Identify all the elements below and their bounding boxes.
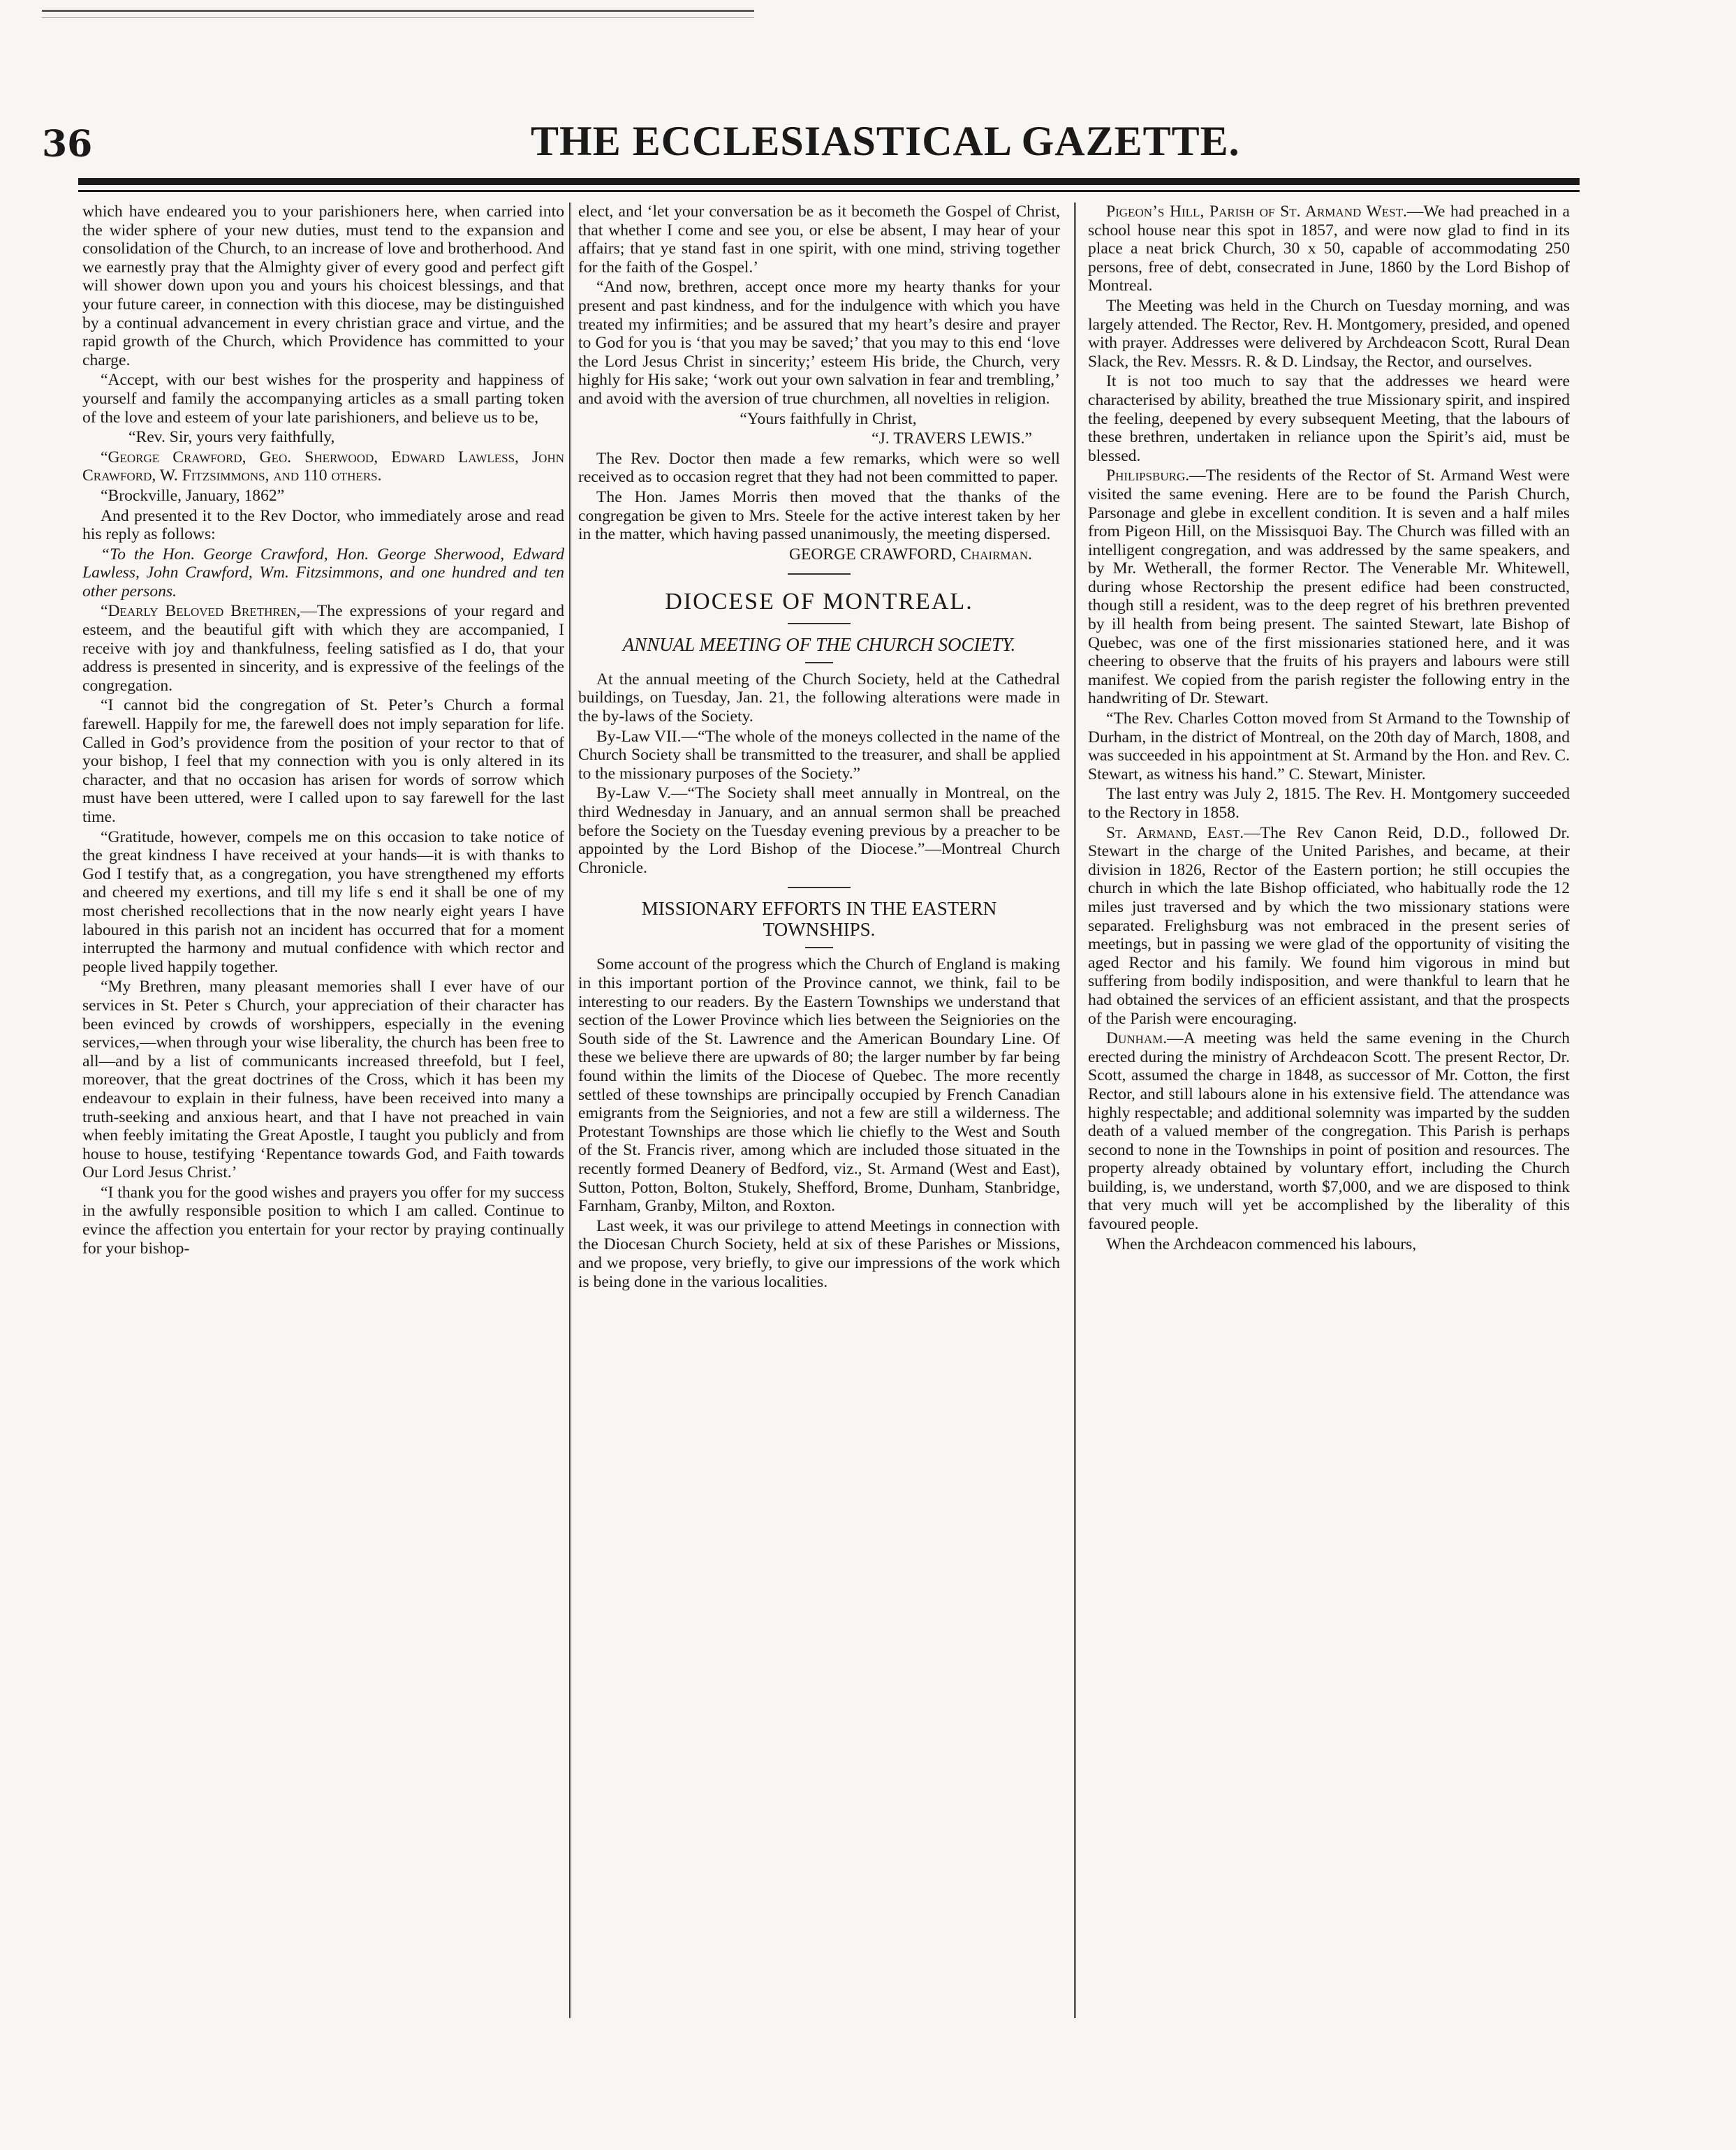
paragraph: which have endeared you to your parishioners here, when carried into the wider sphere of your new duties, must tend to the expansion and consolidation of the Church, to an increase of love and brotherhood. And we earnestly pray that the Almighty giver of every good and perfect gift will shower down upon you and yours his choicest blessings, and that your future career, in connection with this diocese, may be distinguished by a continual advancement in every christian grace and virtue, and the rapid growth of the Church, which Providence has committed to your charge.	[82, 203, 564, 369]
paragraph-text: —We had preached in a school house near this spot in 1857, and were now glad to find in its place a neat brick Church, 30 x 50, capable of accommodating 250 persons, free of debt, consecrated in June, 1860 by the Lord Bishop of Montreal.	[1088, 203, 1570, 295]
section-rule	[788, 887, 851, 888]
paragraph: Some account of the progress which the Church of England is making in this important portion of the Province cannot, we think, fail to be interesting to our readers. By the Eastern Townships we understand that section of the Lower Province which lies between the Seigniories on the South side of the St. Lawrence and the American Boundary Line. Of these we believe there are upwards of 80; the larger number by far being found within the limits of the Diocese of Quebec. The more recently settled of these townships are principally occupied by French Canadian emigrants from the Seigniories, and not a few are still a wilderness. The Protestant Townships are those which lie chiefly to the West and South of the St. Francis river, among which are included those situated in the recently formed Deanery of Bedford, viz., St. Armand (West and East), Sutton, Potton, Bolton, Stukely, Shefford, Brome, Dunham, Stanbridge, Farnham, Granby, Milton, and Roxton.	[578, 955, 1060, 1216]
paragraph: It is not too much to say that the addresses we heard were characterised by ability, breathed the true Missionary spirit, and inspired the feeling, deepened by every subsequent Meeting, that the labours of these brethren, undertaken in reliance upon the Spirit’s aid, must be blessed.	[1088, 372, 1570, 465]
paragraph: “My Brethren, many pleasant memories shall I ever have of our services in St. Peter s Church, your appreciation of their character has been evinced by crowds of worshippers, especially in the evening services,—when through your wise liberality, the church has been free to all—and by a list of communicants increased threefold, but I feel, moreover, that the great doctrines of the Cross, which it has been my endeavour to explain in their fulness, have been received into many a truth-seeking and anxious heart, and that I have not preached in vain when feebly imitating the Great Apostle, I taught you publicly and from house to house, testifying ‘Repentance towards God, and Faith towards Our Lord Jesus Christ.’	[82, 978, 564, 1182]
place-heading-st-armand-east: St. Armand, East.	[1106, 823, 1244, 842]
paragraph-text: —A meeting was held the same evening in the Church erected during the ministry of Archdeacon Scott. The present Rector, Dr. Scott, assumed the charge in 1848, as successor of Mr. Cotton, the first Rector, and still labours alone in his extensive field. The attendance was highly respectable; and additional solemnity was imparted by the sudden death of a valued member of the congregation. This Parish is perhaps second to none in the Townships in point of position and resources. The property already obtained by voluntary effort, including the Church building, is, we understand, worth $7,000, and we are disposed to think that very much will yet be accomplished by the liberality of this favoured people.	[1088, 1029, 1570, 1234]
paragraph: elect, and ‘let your conversation be as it becometh the Gospel of Christ, that whether I come and see you, or else be absent, I may hear of your affairs; that ye stand fast in one spirit, with one mind, striving together for the faith of the Gospel.’	[578, 203, 1060, 277]
page-header	[42, 117, 1578, 173]
paragraph: By-Law V.—“The Society shall meet annually in Montreal, on the third Wednesday in January, and an annual sermon shall be preached before the Society on the Tuesday evening previous by a preacher to be appointed by the Lord Bishop of the Diocese.”—Montreal Church Chronicle.	[578, 784, 1060, 877]
subheading-rule	[805, 662, 833, 663]
section-rule	[788, 623, 851, 624]
page-number: 36	[42, 123, 93, 165]
column-2	[578, 203, 1060, 2102]
subheading-rule	[805, 947, 833, 948]
paragraph: When the Archdeacon commenced his labours,	[1106, 1235, 1417, 1253]
chairman-signature: GEORGE CRAWFORD, Chairman.	[788, 545, 1032, 564]
paragraph: “Rev. Sir, yours very faithfully,	[128, 428, 335, 447]
paragraph: And presented it to the Rev Doctor, who immediately arose and read his reply as follows:	[82, 506, 564, 544]
letter-closing: “Yours faithfully in Christ,	[740, 409, 917, 428]
address-recipients: “To the Hon. George Crawford, Hon. George Sherwood, Edward Lawless, John Crawford, Wm. Fitzsimmons, and one hundred and ten other persons.	[82, 545, 564, 601]
letter-signature: “J. TRAVERS LEWIS.”	[871, 429, 1032, 448]
section-heading-diocese: DIOCESE OF MONTREAL.	[665, 589, 973, 615]
column-divider-2	[1074, 203, 1076, 2018]
paragraph	[1088, 1029, 1570, 1234]
paragraph: At the annual meeting of the Church Society, held at the Cathedral buildings, on Tuesday, Jan. 21, the following alterations were made in the by-laws of the Society.	[578, 670, 1060, 726]
paragraph: The Meeting was held in the Church on Tuesday morning, and was largely attended. The Rector, Rev. H. Montgomery, presided, and opened with prayer. Addresses were delivered by Archdeacon Scott, Rural Dean Slack, the Rev. Messrs. R. & D. Lindsay, the Rector, and ourselves.	[1088, 296, 1570, 371]
place-heading-philipsburg: Philipsburg.	[1106, 466, 1190, 485]
paragraph: “I cannot bid the congregation of St. Peter’s Church a formal farewell. Happily for me, the farewell does not imply separation for life. Called in God’s providence from the position of your rector to that of your bishop, I feel that my connection with you is only altered in its character, and that no occasion has arisen for words of sorrow which must have been uttered, were I called upon to say farewell for the last time.	[82, 696, 564, 826]
paragraph: By-Law VII.—“The whole of the moneys collected in the name of the Church Society shall be transmitted to the treasurer, and shall be applied to the missionary purposes of the Society.”	[578, 727, 1060, 783]
paragraph-text: —The expressions of your regard and esteem, and the beautiful gift with which they are accompanied, I receive with joy and thankfulness, feeling satisfied as I do, that your address is presented in sincerity, and is expressive of the feelings of the congregation.	[82, 602, 564, 695]
subheading-annual-meeting: ANNUAL MEETING OF THE CHURCH SOCIETY.	[622, 633, 1016, 655]
signers-list: “George Crawford, Geo. Sherwood, Edward Lawless, John Crawford, W. Fitzsimmons, and 110 others.	[82, 448, 564, 485]
paragraph	[1088, 203, 1570, 295]
paragraph: “I thank you for the good wishes and prayers you offer for my success in the awfully responsible position to which I am called. Continue to evince the affection you entertain for your rector by praying continually for your bishop-	[82, 1183, 564, 1258]
place-heading-dunham: Dunham.	[1106, 1029, 1168, 1048]
paragraph: “The Rev. Charles Cotton moved from St Armand to the Township of Durham, in the district of Montreal, on the 20th day of March, 1808, and was succeeded in his appointment at St. Armand by the Hon. and Rev. C. Stewart, as witness his hand.” C. Stewart, Minister.	[1088, 709, 1570, 783]
paragraph: Last week, it was our privilege to attend Meetings in connection with the Diocesan Church Society, held at six of these Parishes or Missions, and we propose, very briefly, to give our impressions of the work which is being done in the various localities.	[578, 1216, 1060, 1291]
heading-missionary-efforts: MISSIONARY EFFORTS IN THE EASTERN TOWNSHIPS.	[641, 898, 997, 941]
place-date: “Brockville, January, 1862”	[101, 486, 285, 505]
column-3	[1088, 203, 1570, 2102]
paragraph	[1088, 824, 1570, 1029]
section-rule	[788, 573, 851, 575]
paragraph: The Hon. James Morris then moved that the thanks of the congregation be given to Mrs. Steele for the active interest taken by her in the matter, which having passed unanimously, the meeting dispersed.	[578, 487, 1060, 544]
salutation: “Dearly Beloved Brethren,	[101, 602, 301, 621]
paragraph: “And now, brethren, accept once more my hearty thanks for your present and past kindness, and for the indulgence with which you have treated my infirmities; and be assured that my heart’s desire and prayer to God for you is ‘that you may be saved;’ that you may to this end ‘love the Lord Jesus Christ in sincerity;’ esteem His bride, the Church, very highly for His sake; ‘work out your own salvation in fear and trembling,’ and avoid with the aversion of true churchmen, all novelties in religion.	[578, 278, 1060, 408]
journal-title: THE ECCLESIASTICAL GAZETTE.	[531, 118, 1240, 164]
paragraph: The last entry was July 2, 1815. The Rev. H. Montgomery succeeded to the Rectory in 1858.	[1088, 785, 1570, 822]
top-border-rule	[42, 10, 754, 18]
place-heading-pigeon-hill: Pigeon’s Hill, Parish of St. Armand West.	[1106, 203, 1407, 221]
header-rule-thick	[78, 178, 1580, 185]
column-divider-1	[569, 203, 571, 2018]
paragraph-text: —The Rev Canon Reid, D.D., followed Dr. Stewart in the charge of the United Parishes, and became, at their division in 1826, Rector of the Eastern portion; he still occupies the church in which the late Bishop officiated, who habitually rode the 12 miles just traversed and by which the two missionary stations were separated. Frelighsburg was not embraced in the present series of meetings, but in passing we were glad of the opportunity of visiting the aged Rector and his family. We found him vigorous in mind but suffering from bodily indisposition, and were thankful to learn that he had obtained the services of an efficient assistant, and that the prospects of the Parish were encouraging.	[1088, 823, 1570, 1028]
paragraph-text: —The residents of the Rector of St. Armand West were visited the same evening. Here are to be found the Parish Church, Parsonage and glebe in excellent condition. It is seven and a half miles from Pigeon Hill, on the Missisquoi Bay. The Church was filled with an intelligent congregation, and was addressed by the same speakers, and by Mr. Wetherall, the former Rector. The Venerable Mr. Whitewell, during whose Rectorship the present edifice had been constructed, though still a resident, was to the deep regret of his brethren prevented by ill health from being present. The sainted Stewart, late Bishop of Quebec, was one of the first missionaries stationed here, and it was cheering to observe that the fruits of his prayers and labours were still manifest. We copied from the parish register the following entry in the handwriting of Dr. Stewart.	[1088, 466, 1570, 708]
paragraph: “Accept, with our best wishes for the prosperity and happiness of yourself and family the accompanying articles as a small parting token of the love and esteem of your late parishioners, and believe us to be,	[82, 371, 564, 427]
header-rule-thin	[78, 190, 1580, 192]
paragraph	[82, 602, 564, 695]
column-1	[82, 203, 564, 2102]
paragraph: “Gratitude, however, compels me on this occasion to take notice of the great kindness I have received at your hands—it is with thanks to God I testify that, as a congregation, you have strengthened my efforts and cheered my exertions, and till my life s end it shall be one of my most cherished recollections that in the now nearly eight years I have laboured in this parish not an incident has occurred that for a moment interrupted the harmony and mutual confidence with which rector and people lived happily together.	[82, 827, 564, 976]
paragraph: The Rev. Doctor then made a few remarks, which were so well received as to occasion regret that they had not been committed to paper.	[578, 449, 1060, 487]
paragraph	[1088, 466, 1570, 708]
